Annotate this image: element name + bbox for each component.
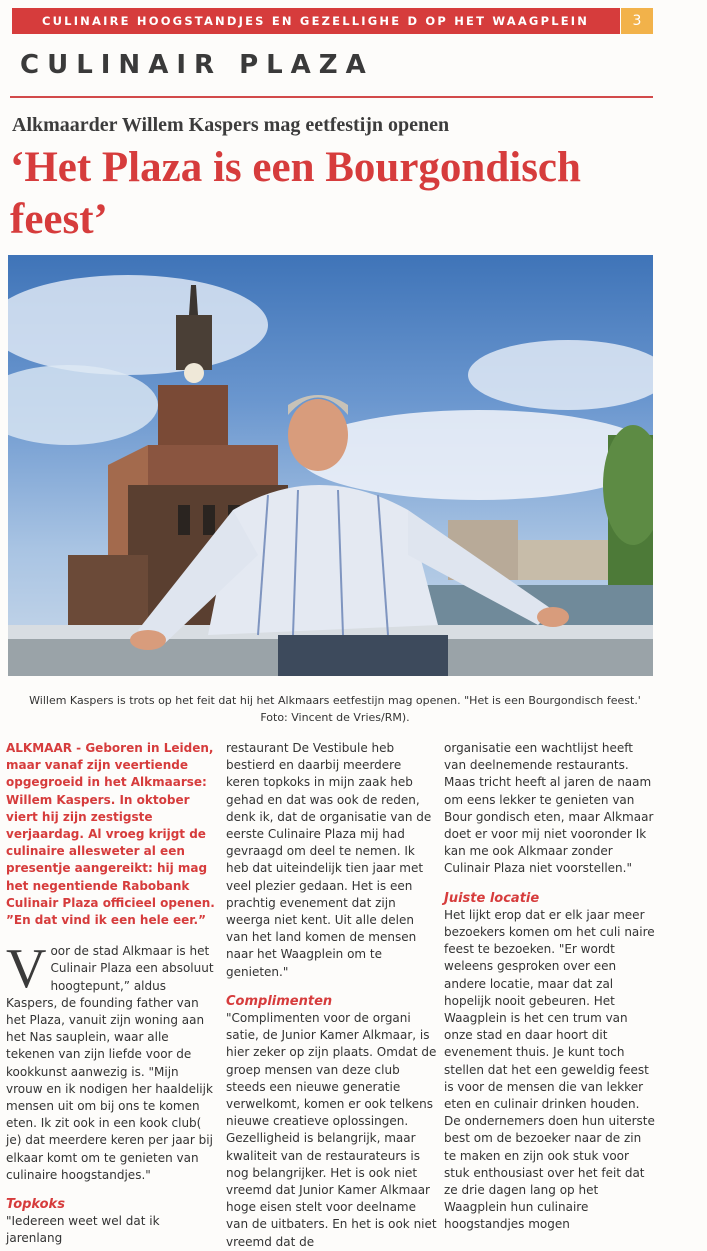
column-1: [6, 740, 218, 1248]
caption-text: Willem Kaspers is trots op het feit dat hij het Alkmaars eetfestijn mag openen. "Het is een Bourgondisch feest.': [29, 694, 641, 707]
column-3: [444, 740, 656, 1234]
body-text: oor de stad Alkmaar is het Culinair Plaza een absoluut hoogtepunt,” aldus Kaspers, de founding father van het Plaza, vanuit zijn woning aan het Nas sauplein, waar alle tekenen van zijn liefde voor de kookkunst aanwezig is. "Mijn vrouw en ik nodigen her haaldelijk mensen uit om bij ons te komen eten. Ik zit ook in een kook club( je) dat meerdere keren per jaar bij elkaar komt om te genieten van culinaire hoogstandjes.": [6, 944, 214, 1182]
subhead-juiste-locatie: Juiste locatie: [444, 890, 540, 906]
body-text: "Complimenten voor de organi satie, de Junior Kamer Alkmaar, is hier zeker op zijn plaats. Omdat de groep mensen van deze club steeds een nieuwe generatie verwelkomt, komen er ook telkens nieuwe creatieve oplossingen. Gezelligheid is belangrijk, maar kwaliteit van de restaurateurs is nog belangrijker. Het is ook niet vreemd dat Junior Kamer Alkmaar hoge eisen stelt voor deelname van de uitbaters. En het is ook niet vreemd dat de: [226, 1011, 437, 1249]
body-text: "Iedereen weet wel dat ik jarenlang: [6, 1214, 160, 1246]
photo-illustration: [8, 255, 653, 676]
section-banner: CULINAIRE HOOGSTANDJES EN GEZELLIGHE D OP HET WAAGPLEIN: [12, 8, 620, 34]
article-lead: ALKMAAR - Geboren in Leiden, maar vanaf zijn veertiende opgegroeid in het Alkmaarse: Willem Kaspers. In oktober viert hij zijn zestigste verjaardag. Al vroeg krijgt de culinaire allesweter al een presentje aangereikt: hij mag het negentiende Rabobank Culinair Plaza officieel openen. ”En dat vind ik een hele eer.”: [6, 741, 215, 928]
column-2: [226, 740, 438, 1251]
article-photo: [8, 255, 653, 676]
article-kicker: Alkmaarder Willem Kaspers mag eetfestijn openen: [12, 114, 450, 136]
body-text: restaurant De Vestibule heb bestierd en daarbij meerdere keren topkoks in mijn zaak heb gehad en dat was ook de reden, denk ik, dat de organisatie van de eerste Culinaire Plaza mij had gevraagd om deel te nemen. Ik heb dat uiteindelijk tien jaar met veel plezier gedaan. Het is een prachtig evenement dat zijn weerga niet kent. Uit alle delen van het land komen de mensen naar het Waagplein om te genieten.": [226, 741, 432, 979]
photo-credit: Foto: Vincent de Vries/RM).: [260, 711, 410, 724]
drop-cap: V: [6, 938, 47, 1001]
body-text: Het lijkt erop dat er elk jaar meer bezoekers komen om het culi naire feest te bezoeken. "Er wordt weleens gesproken over een andere locatie, maar dat zal hopelijk nooit gebeuren. Het Waagplein is het cen trum van onze stad en daar hoort dit evenement thuis. Je kunt toch stellen dat het een geweldig feest is voor de mensen die van lekker eten en culinair drinken houden. De ondernemers doen hun uiterste best om de bezoeker naar de zin te maken en zijn ook stuk voor stuk enthousiast over het feit dat ze drie dagen lang op het Waagplein hun culinaire hoogstandjes mogen: [444, 907, 655, 1232]
body-paragraph: [6, 938, 218, 1184]
photo-caption: [20, 692, 650, 726]
section-title: CULINAIR PLAZA: [20, 50, 374, 80]
article-headline: ‘Het Plaza is een Bourgondisch feest’: [10, 144, 581, 243]
subhead-topkoks: Topkoks: [6, 1197, 65, 1213]
divider: [10, 96, 653, 98]
body-text: organisatie een wachtlijst heeft van deelnemende restaurants. Maas tricht heeft al jaren de naam om eens lekker te genieten van Bour gondisch eten, maar Alkmaar doet er voor mij niet vooronder Ik kan me ook Alkmaar zonder Culinair Plaza niet voorstellen.": [444, 741, 654, 876]
subhead-complimenten: Complimenten: [226, 993, 333, 1009]
page-number: 3: [621, 8, 653, 34]
